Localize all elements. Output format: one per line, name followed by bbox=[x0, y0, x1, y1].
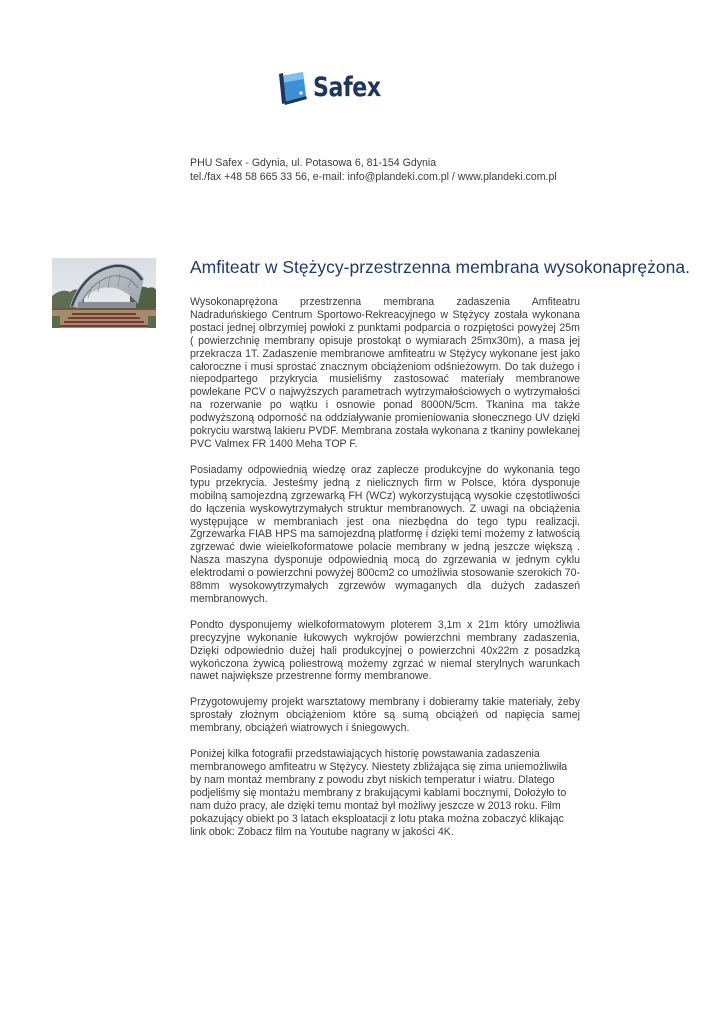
article-paragraph: Wysokonaprężona przestrzenna membrana zadaszenia Amfiteatru Nadraduńskiego Centrum Sportowo-Rekreacyjnego w Stężycy została wykonana postaci jednej olbrzymiej powłoki z punktami podparcia o rozpiętości powyżej 25m ( powierzchnię membrany opisuje prostokąt o wymiarach 25mx30m), a masa jej przekracza 1T. Zadaszenie membranowe amfiteatru w Stężycy wykonane jest jako całoroczne i musi sprostać znacznym obciążeniom odśnieżowym. Do tak dużego i niepodpartego przykrycia musieliśmy zastosować materiały membranowe powlekane PCV o najwyższych parametrach wytrzymałościowych o wytrzymałości na rozerwanie po wątku i osnowie ponad 8000N/5cm. Tkanina ma także podwyższoną odporność na oddziaływanie promieniowania słonecznego UV dzięki pokryciu warstwą lakieru PVDF. Membrana została wykonana z tkaniny powlekanej PVC Valmex FR 1400 Meha TOP F. bbox=[190, 296, 580, 450]
company-phone-email: tel./fax +48 58 665 33 56, e-mail: info@plandeki.com.pl / www.plandeki.com.pl bbox=[190, 171, 557, 183]
amphitheatre-membrane-photo bbox=[52, 258, 156, 328]
article-paragraph: Pondto dysponujemy wielkoformatowym ploterem 3,1m x 21m który umożliwia precyzyjne wykonanie łukowych wykrojów powierzchni membrany zadaszenia, Dzięki odpowiednio dużej hali produkcyjnej o powierzchni 40x22m z posadzką wykończona żywicą poliestrową możemy zgrzać w niemal sterylnych warunkach nawet największe przestrenne formy membranowe. bbox=[190, 618, 580, 683]
article-title: Amfiteatr w Stężycy-przestrzenna membrana wysokonaprężona. bbox=[190, 257, 690, 277]
article-paragraph: Poniżej kilka fotografii przedstawiających historię powstawania zadaszenia membranowego amfiteatru w Stężycy. Niestety zbliżająca się zima uniemożliwiła by nam montaż membrany z powodu zbyt niskich temperatur i wiatru. Dlatego podjeliśmy się montażu membrany z brakującymi kablami bocznymi, Dołożyło to nam dużo pracy, ale dzięki temu montaż był możliwy jeszcze w 2013 roku. Film pokazujący obiekt po 3 latach eksploatacji z lotu ptaka można zobaczyć klikając link obok: Zobacz film na Youtube nagrany w jakości 4K. bbox=[190, 748, 568, 838]
safex-logo-mark-icon bbox=[279, 70, 309, 106]
company-contact bbox=[190, 156, 557, 184]
article-paragraph: Posiadamy odpowiednią wiedzę oraz zaplecze produkcyjne do wykonania tego typu przekrycia. Jesteśmy jedną z nielicznych firm w Polsce, która dysponuje mobilną samojezdną zgrzewarką FH (WCz) wykorzystującą wysokie częstotliwości do łączenia wyskowytrzymałych struktur membranowych. Z uwagi na obciążenia występujące w membraniach jest ona niezbędna do tego typu realizacji. Zgrzewarka FIAB HPS ma samojezdną platformę i dzięki temi możemy z łatwością zgrzewać dwie wieielkoformatowe polacie membrany w jedną jeszcze większą . Nasza maszyna dysponuje odpowiednią mocą do zgrzewania w jednym cyklu elektrodami o powierzchni powyżej 800cm2 co umożliwia stosowanie szerokich 70-88mm wysokowytrzymałych zgrzewów wymaganych dla dużych zadaszeń membranowych. bbox=[190, 463, 580, 605]
article-body bbox=[190, 296, 580, 851]
safex-logo-text: Safex bbox=[313, 72, 381, 103]
article-paragraph: Przygotowujemy projekt warsztatowy membrany i dobieramy takie materiały, żeby sprostały złożnym obciążeniom które są sumą obciążeń od napięcia samej membrany, obciążeń wiatrowych i śniegowych. bbox=[190, 696, 580, 735]
safex-logo bbox=[279, 70, 379, 108]
company-address: PHU Safex - Gdynia, ul. Potasowa 6, 81-154 Gdynia bbox=[190, 157, 437, 169]
